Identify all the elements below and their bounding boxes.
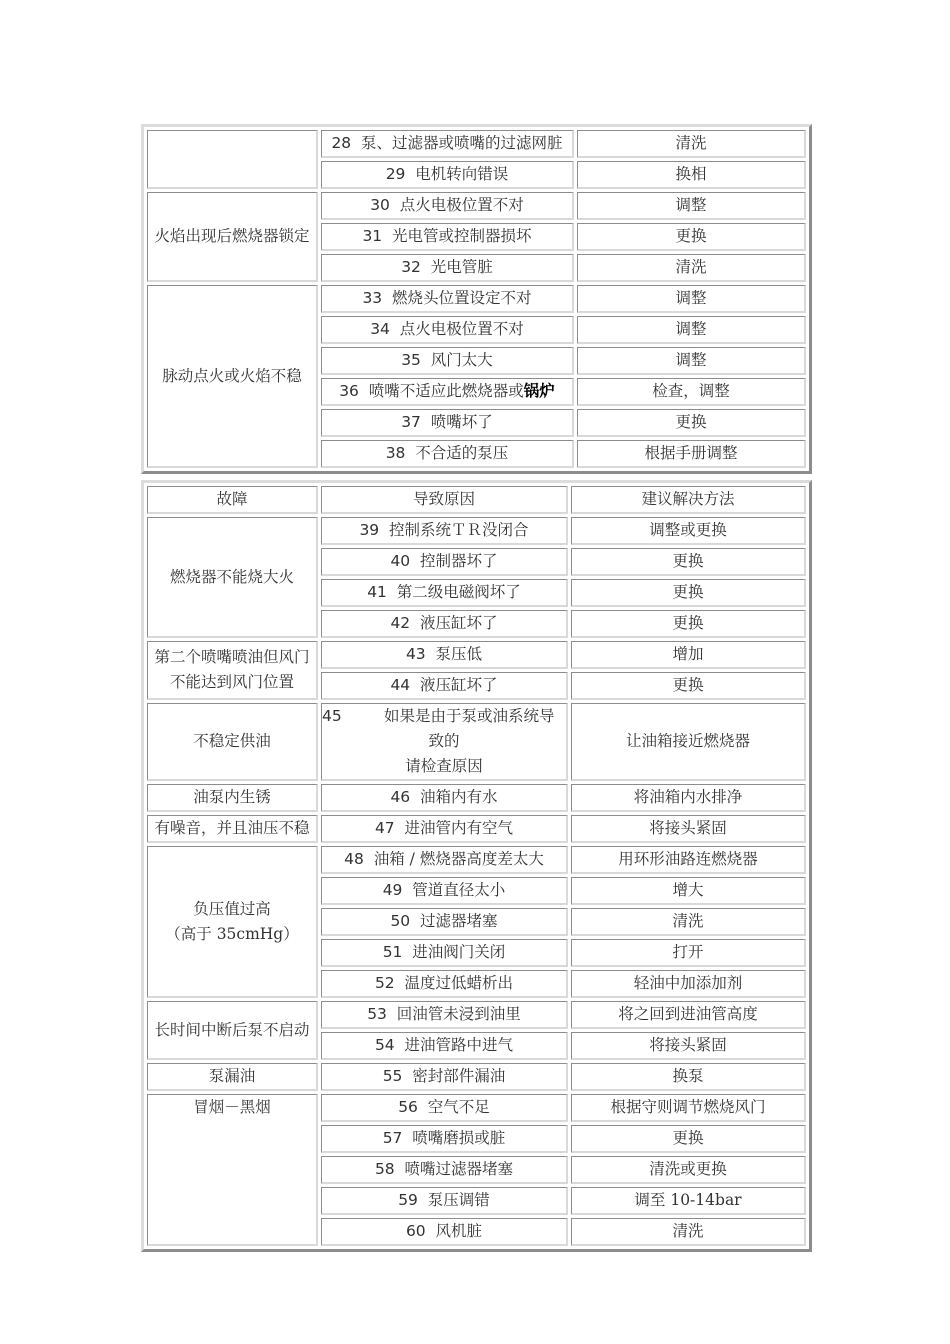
cause-text: 液压缸坏了 (420, 676, 498, 694)
fault-line: 第二个喷嘴喷油但风门 (154, 648, 310, 666)
cause-number: 52 (374, 974, 395, 992)
cause-text: 光电管脏 (430, 258, 493, 276)
cause-number: 47 (374, 819, 395, 837)
cause-number: 33 (362, 289, 383, 307)
fault-cell: 火焰出现后燃烧器锁定 (147, 192, 318, 282)
cause-number: 30 (370, 196, 390, 214)
cause-text: 油箱内有水 (420, 788, 498, 806)
table-row (147, 192, 806, 220)
cause-number: 38 (385, 444, 406, 462)
solution-cell: 将接头紧固 (571, 815, 806, 843)
cause-text: 风机脏 (435, 1222, 483, 1240)
cause-text: 空气不足 (427, 1098, 490, 1116)
solution-cell: 清洗 (571, 1218, 806, 1246)
cause-cell (321, 1063, 568, 1091)
table-row (147, 1063, 806, 1091)
fault-line: 不能达到风门位置 (169, 673, 294, 691)
table-row (147, 517, 806, 545)
fault-cell (147, 815, 318, 843)
fault-cell (147, 641, 318, 700)
cause-text: 密封部件漏油 (412, 1067, 506, 1085)
fault-line: 冒烟－黑烟 (193, 1098, 271, 1116)
solution-cell: 增加 (571, 641, 806, 669)
cause-cell (321, 1032, 568, 1060)
cause-cell (321, 641, 568, 669)
fault-line: 油泵内生锈 (193, 788, 271, 806)
fault-line: 长时间中断后泵不启动 (154, 1020, 310, 1039)
cause-cell (321, 908, 568, 936)
fault-cell (147, 1094, 318, 1246)
cause-text: 风门太大 (430, 351, 493, 369)
table-row (147, 703, 806, 781)
cause-number: 34 (370, 320, 390, 338)
cause-cell (321, 846, 568, 874)
cause-text: 进油阀门关闭 (412, 943, 506, 961)
cause-text: 喷嘴过滤器堵塞 (404, 1160, 514, 1178)
solution-cell: 清洗或更换 (571, 1156, 806, 1184)
cause-cell (321, 440, 574, 468)
fault-line: 燃烧器不能烧大火 (169, 567, 294, 586)
fault-cell (147, 517, 318, 638)
cause-cell (321, 192, 574, 220)
solution-cell: 调至 10-14bar (571, 1187, 806, 1215)
solution-cell: 更换 (571, 610, 806, 638)
fault-cell (147, 130, 318, 189)
fault-line: 有噪音，并且油压不稳 (154, 819, 310, 837)
cause-number: 48 (344, 850, 364, 868)
cause-cell (321, 223, 574, 251)
cause-number: 59 (398, 1191, 418, 1209)
cause-text: 第二级电磁阀坏了 (396, 583, 521, 601)
cause-text: 温度过低蜡析出 (404, 974, 514, 992)
cause-number: 57 (382, 1129, 403, 1147)
cause-line: 请检查原因 (405, 757, 483, 775)
solution-cell: 根据守则调节燃烧风门 (571, 1094, 806, 1122)
cause-text: 液压缸坏了 (420, 614, 498, 632)
cause-cell (321, 409, 574, 437)
cause-text: 泵、过滤器或喷嘴的过滤网脏 (361, 134, 563, 152)
solution-cell: 调整 (577, 285, 806, 313)
header-cause: 导致原因 (321, 486, 568, 514)
solution-cell: 将油箱内水排净 (571, 784, 806, 812)
cause-line: 致的 (428, 732, 460, 750)
fault-cell (147, 1001, 318, 1060)
table-row (147, 846, 806, 874)
solution-cell: 更换 (577, 409, 806, 437)
cause-number: 28 (331, 134, 352, 152)
cause-number: 41 (367, 583, 387, 601)
cause-number: 39 (359, 521, 380, 539)
cause-text: 控制系统ＴＲ没闭合 (389, 521, 529, 539)
header-fault: 故障 (147, 486, 318, 514)
solution-cell: 更换 (571, 579, 806, 607)
cause-cell (321, 784, 568, 812)
cause-cell (321, 815, 568, 843)
cause-cell (321, 378, 574, 406)
cause-number: 56 (398, 1098, 418, 1116)
cause-cell (321, 610, 568, 638)
solution-cell: 换相 (577, 161, 806, 189)
cause-cell (321, 347, 574, 375)
cause-number: 29 (385, 165, 406, 183)
cause-cell (321, 1125, 568, 1153)
fault-table-part2 (141, 480, 812, 1252)
solution-cell: 换泵 (571, 1063, 806, 1091)
cause-cell (321, 1001, 568, 1029)
solution-cell: 更换 (571, 548, 806, 576)
cause-number: 36 (339, 382, 359, 400)
cause-text: 点火电极位置不对 (399, 320, 524, 338)
table-row (147, 1001, 806, 1029)
cause-number: 31 (362, 227, 383, 245)
cause-cell (321, 1187, 568, 1215)
cause-text: 喷嘴磨损或脏 (412, 1129, 506, 1147)
cause-text: 不合适的泵压 (415, 444, 509, 462)
solution-cell: 调整 (577, 192, 806, 220)
fault-line: （高于 35cmHg） (165, 924, 299, 943)
table-header-row (147, 486, 806, 514)
cause-cell (321, 161, 574, 189)
fault-cell (147, 784, 318, 812)
cause-text: 进油管路中进气 (404, 1036, 514, 1054)
cause-cell (321, 130, 574, 158)
cause-cell (321, 703, 568, 781)
cause-number: 46 (390, 788, 411, 806)
header-solution: 建议解决方法 (571, 486, 806, 514)
cause-text: 喷嘴坏了 (430, 413, 493, 431)
solution-cell: 用环形油路连燃烧器 (571, 846, 806, 874)
cause-number: 53 (367, 1005, 387, 1023)
cause-number: 45 (322, 707, 342, 725)
cause-number: 49 (382, 881, 403, 899)
cause-cell (321, 1094, 568, 1122)
cause-text: 管道直径太小 (412, 881, 506, 899)
cause-cell (321, 672, 568, 700)
cause-text: 光电管或控制器损坏 (392, 227, 532, 245)
fault-cell (147, 846, 318, 998)
cause-text-strong: 锅炉 (523, 382, 555, 400)
solution-cell: 轻油中加添加剂 (571, 970, 806, 998)
solution-cell: 调整或更换 (571, 517, 806, 545)
cause-text: 过滤器堵塞 (420, 912, 498, 930)
cause-cell (321, 517, 568, 545)
fault-line: 负压值过高 (193, 899, 271, 918)
cause-line: 如果是由于泵或油系统导 (384, 707, 555, 725)
solution-cell: 将之回到进油管高度 (571, 1001, 806, 1029)
cause-number: 58 (374, 1160, 395, 1178)
cause-cell (321, 1156, 568, 1184)
cause-number: 51 (382, 943, 403, 961)
table-row (147, 815, 806, 843)
cause-text: 点火电极位置不对 (399, 196, 524, 214)
solution-cell: 清洗 (577, 130, 806, 158)
cause-text: 控制器坏了 (420, 552, 498, 570)
cause-cell (321, 877, 568, 905)
fault-table-part1 (141, 124, 812, 474)
cause-text: 油箱 / 燃烧器高度差太大 (373, 850, 544, 868)
solution-cell: 清洗 (577, 254, 806, 282)
cause-text: 喷嘴不适应此燃烧器或 (368, 382, 524, 400)
table-row (147, 784, 806, 812)
solution-cell: 让油箱接近燃烧器 (571, 703, 806, 781)
solution-cell: 更换 (577, 223, 806, 251)
cause-number: 35 (401, 351, 421, 369)
table-row (147, 285, 806, 313)
cause-number: 55 (382, 1067, 403, 1085)
cause-number: 42 (390, 614, 411, 632)
cause-cell (321, 548, 568, 576)
cause-number: 54 (374, 1036, 395, 1054)
solution-cell: 更换 (571, 672, 806, 700)
cause-number: 40 (390, 552, 411, 570)
cause-number: 37 (401, 413, 421, 431)
fault-cell (147, 1063, 318, 1091)
fault-line: 泵漏油 (208, 1067, 256, 1085)
fault-cell (147, 703, 318, 781)
solution-cell: 调整 (577, 347, 806, 375)
solution-cell: 检查，调整 (577, 378, 806, 406)
cause-text: 泵压调错 (427, 1191, 490, 1209)
cause-number: 44 (390, 676, 411, 694)
cause-text: 电机转向错误 (415, 165, 509, 183)
cause-cell (321, 285, 574, 313)
fault-line: 不稳定供油 (193, 732, 271, 750)
cause-text: 进油管内有空气 (404, 819, 514, 837)
solution-cell: 清洗 (571, 908, 806, 936)
table-row (147, 1094, 806, 1122)
cause-text: 回油管未浸到油里 (396, 1005, 521, 1023)
cause-text: 泵压低 (435, 645, 483, 663)
cause-number: 43 (405, 645, 426, 663)
solution-cell: 增大 (571, 877, 806, 905)
cause-cell (321, 1218, 568, 1246)
solution-cell: 根据手册调整 (577, 440, 806, 468)
solution-cell: 打开 (571, 939, 806, 967)
cause-cell (321, 579, 568, 607)
solution-cell: 更换 (571, 1125, 806, 1153)
table-row (147, 130, 806, 158)
cause-cell (321, 939, 568, 967)
cause-cell (321, 970, 568, 998)
solution-cell: 调整 (577, 316, 806, 344)
cause-number: 60 (405, 1222, 426, 1240)
solution-cell: 将接头紧固 (571, 1032, 806, 1060)
cause-text: 燃烧头位置设定不对 (392, 289, 532, 307)
cause-cell (321, 316, 574, 344)
cause-number: 32 (401, 258, 421, 276)
table-row (147, 641, 806, 669)
fault-cell: 脉动点火或火焰不稳 (147, 285, 318, 468)
cause-cell (321, 254, 574, 282)
cause-number: 50 (390, 912, 411, 930)
